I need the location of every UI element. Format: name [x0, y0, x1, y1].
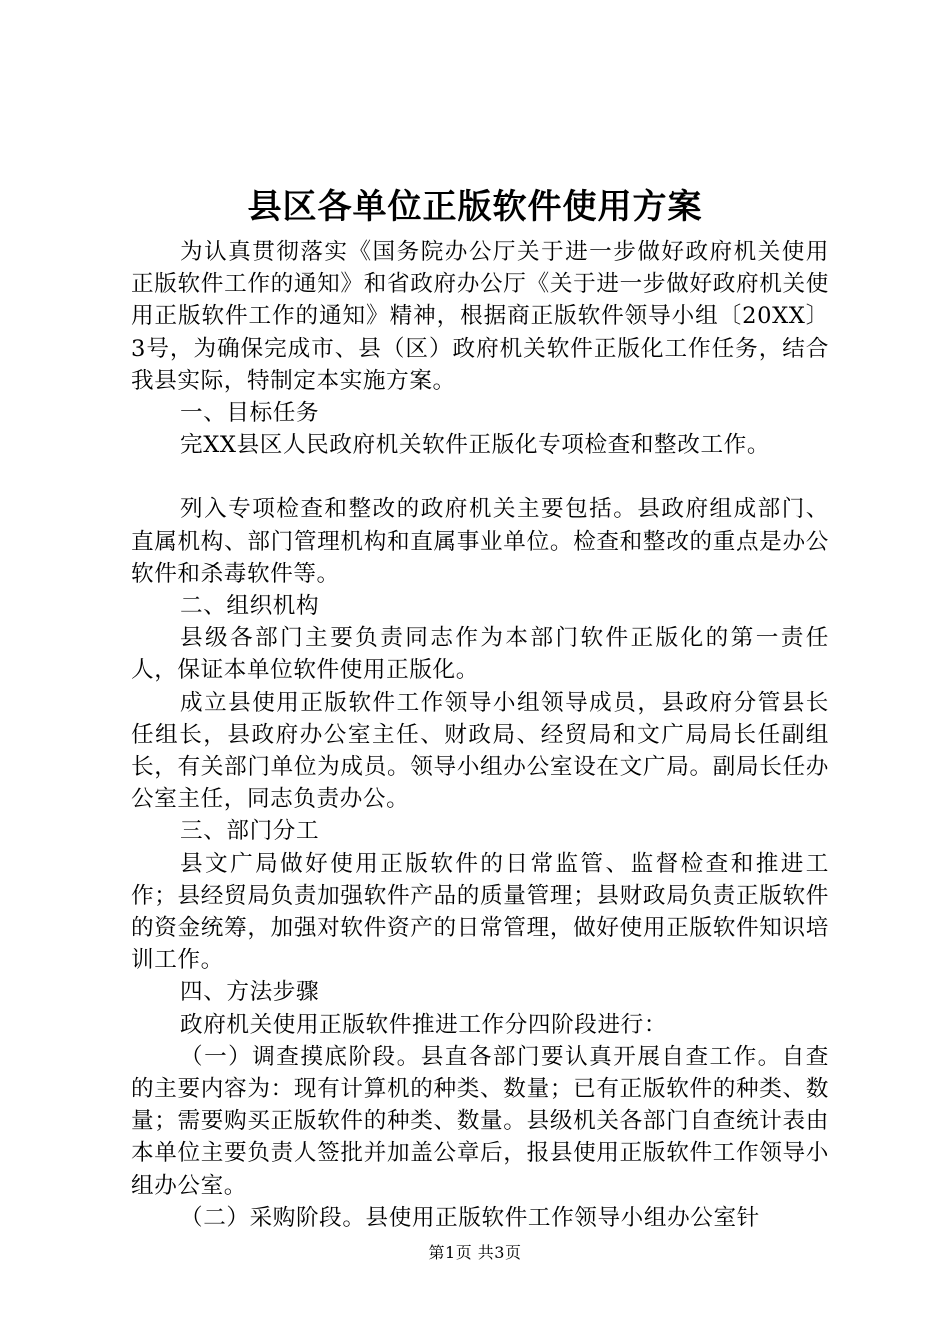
section-heading-organization: 二、组织机构: [180, 593, 320, 620]
step-two-paragraph: （二）采购阶段。县使用正版软件工作领导小组办公室针: [180, 1204, 760, 1231]
leadership-group-paragraph: 成立县使用正版软件工作领导小组领导成员，县政府分管县长任组长，县政府办公室主任、财政局、经贸局和文广局局长任副组长，有关部门单位为成员。领导小组办公室设在文广局。副局长任办公室主任，同志负责办公。: [131, 689, 829, 813]
page-footer: 第1页 共3页: [428, 1243, 522, 1262]
intro-paragraph: 为认真贯彻落实《国务院办公厅关于进一步做好政府机关使用正版软件工作的通知》和省政府办公厅《关于进一步做好政府机关使用正版软件工作的通知》精神，根据商正版软件领导小组〔20XX〕3号，为确保完成市、县（区）政府机关软件正版化工作任务，结合我县实际，特制定本实施方案。: [131, 239, 829, 394]
section-heading-goals: 一、目标任务: [180, 400, 320, 427]
document-body: [131, 236, 829, 1234]
paragraph-gap: [131, 461, 829, 493]
step-one-paragraph: （一）调查摸底阶段。县直各部门要认真开展自查工作。自查的主要内容为：现有计算机的种类、数量；已有正版软件的种类、数量；需要购买正版软件的种类、数量。县级机关各部门自查统计表由本单位主要负责人签批并加盖公章后，报县使用正版软件工作领导小组办公室。: [131, 1043, 829, 1199]
scope-paragraph: 列入专项检查和整改的政府机关主要包括。县政府组成部门、直属机构、部门管理机构和直属事业单位。检查和整改的重点是办公软件和杀毒软件等。: [131, 496, 829, 587]
division-paragraph: 县文广局做好使用正版软件的日常监管、监督检查和推进工作；县经贸局负责加强软件产品的质量管理；县财政局负责正版软件的资金统筹，加强对软件资产的日常管理，做好使用正版软件知识培训工作。: [131, 850, 829, 974]
section-heading-steps: 四、方法步骤: [180, 979, 320, 1006]
responsibility-paragraph: 县级各部门主要负责同志作为本部门软件正版化的第一责任人，保证本单位软件使用正版化。: [131, 625, 829, 684]
section-heading-division: 三、部门分工: [180, 818, 320, 845]
steps-intro-paragraph: 政府机关使用正版软件推进工作分四阶段进行：: [180, 1011, 668, 1038]
goals-paragraph: 完XX县区人民政府机关软件正版化专项检查和整改工作。: [180, 432, 771, 459]
document-title: 县区各单位正版软件使用方案: [247, 187, 703, 227]
